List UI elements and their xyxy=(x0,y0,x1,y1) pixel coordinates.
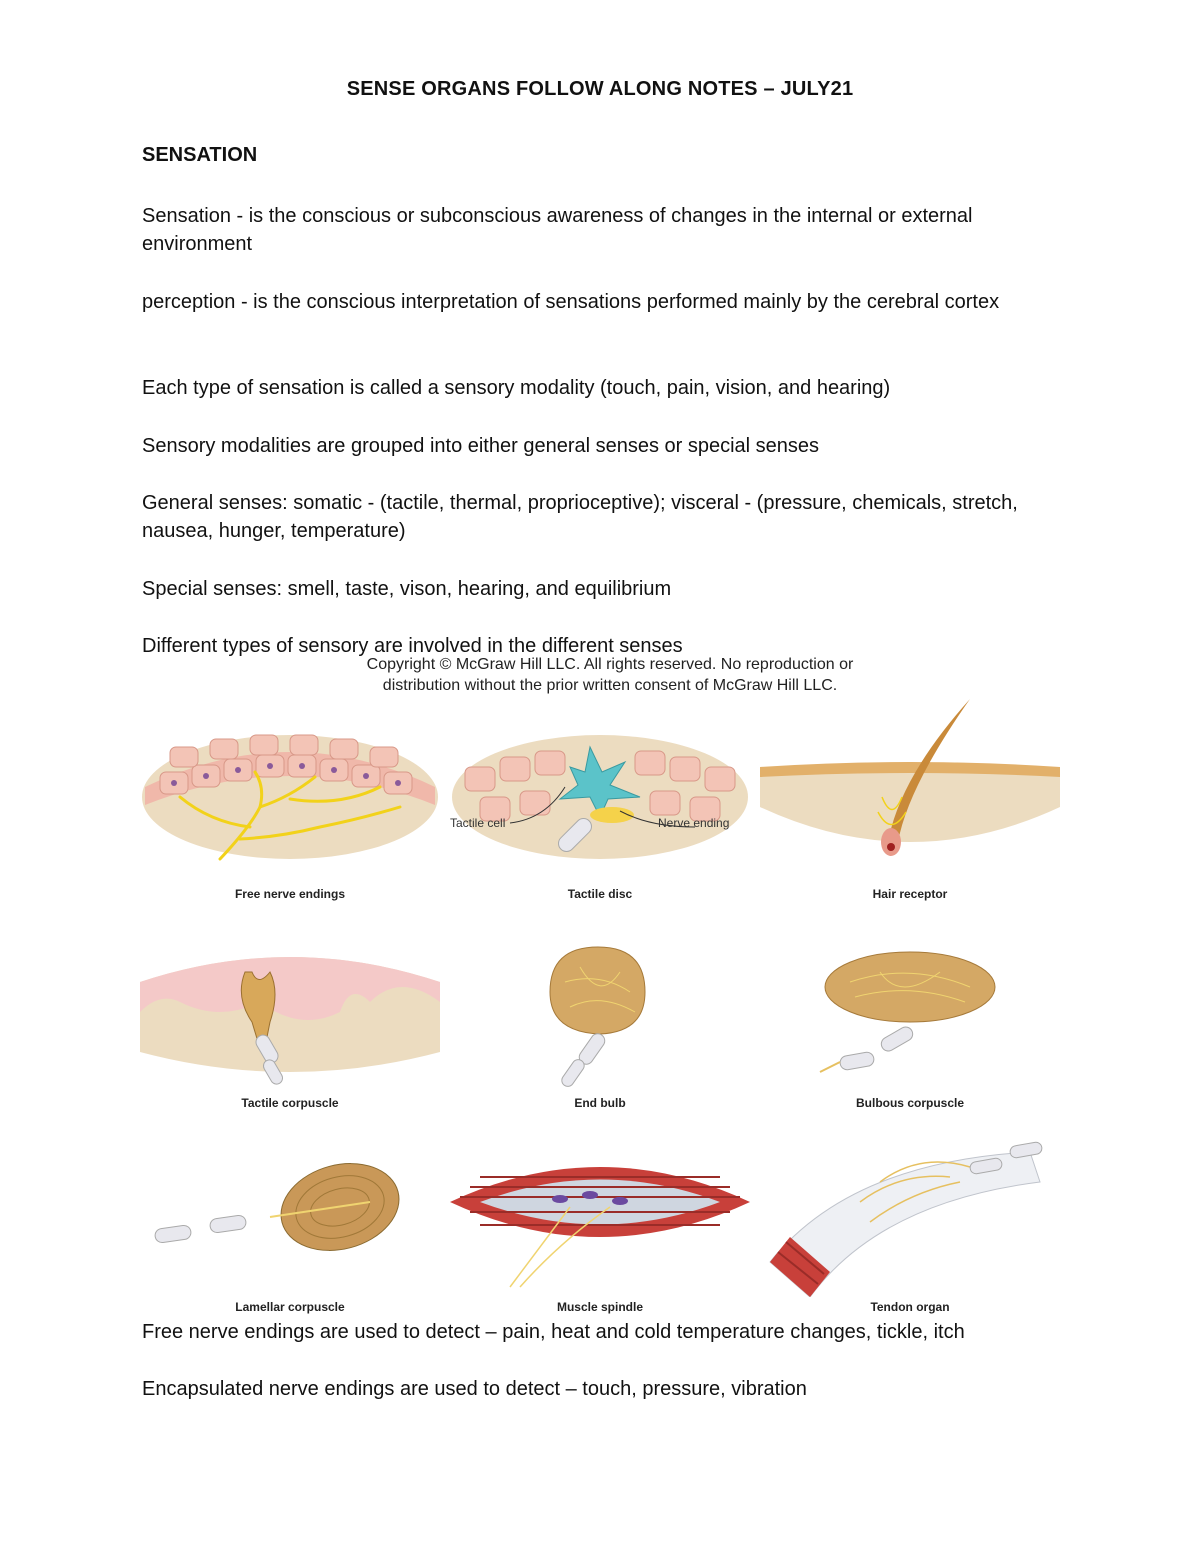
caption-tendon-organ: Tendon organ xyxy=(870,1300,950,1314)
section-heading: SENSATION xyxy=(142,144,258,166)
panel-bulbous-corpuscle xyxy=(760,942,1060,1092)
end-bulb-illustration xyxy=(450,942,750,1092)
panel-tactile-corpuscle xyxy=(140,942,440,1092)
receptor-figure xyxy=(140,652,1060,1322)
paragraph-special-senses: Special senses: smell, taste, vison, hearing, and equilibrium xyxy=(142,578,672,600)
caption-hair-receptor: Hair receptor xyxy=(872,887,948,901)
lamellar-corpuscle-illustration xyxy=(140,1147,440,1297)
panel-lamellar-corpuscle xyxy=(140,1147,440,1297)
paragraph-free-nerve-endings: Free nerve endings are used to detect – pain, heat and cold temperature changes, tickle, itch xyxy=(142,1321,965,1343)
panel-tendon-organ xyxy=(760,1122,1060,1297)
tendon-organ-illustration xyxy=(760,1122,1060,1297)
hair-receptor-illustration xyxy=(760,697,1060,862)
panel-tactile-disc xyxy=(450,727,750,862)
paragraph-general-senses: General senses: somatic - (tactile, thermal, proprioceptive); visceral - (pressure, chemicals, stretch, nausea, hunger, temperature) xyxy=(142,492,1018,542)
tactile-corpuscle-illustration xyxy=(140,942,440,1092)
panel-hair-receptor xyxy=(760,697,1060,862)
paragraph-perception: perception - is the conscious interpretation of sensations performed mainly by the cerebral cortex xyxy=(142,291,1000,313)
muscle-spindle-illustration xyxy=(450,1147,750,1297)
panel-muscle-spindle xyxy=(450,1147,750,1297)
paragraph-modality: Each type of sensation is called a sensory modality (touch, pain, vision, and hearing) xyxy=(142,377,891,399)
tactile-disc-illustration xyxy=(450,727,750,862)
callout-tactile-cell: Tactile cell xyxy=(450,816,506,830)
paragraph-sensory-types: Different types of sensory are involved in the different senses xyxy=(142,635,683,657)
caption-tactile-disc: Tactile disc xyxy=(567,887,633,901)
figure-copyright: Copyright © McGraw Hill LLC. All rights reserved. No reproduction or distribution without the prior written consent of McGraw Hill LLC. xyxy=(366,656,854,694)
document-title: SENSE ORGANS FOLLOW ALONG NOTES – JULY21 xyxy=(346,78,854,100)
paragraph-groups: Sensory modalities are grouped into either general senses or special senses xyxy=(142,435,820,457)
bulbous-corpuscle-illustration xyxy=(760,942,1060,1092)
panel-free-nerve-endings xyxy=(140,727,440,862)
caption-free-nerve-endings: Free nerve endings xyxy=(234,887,346,901)
paragraph-sensation: Sensation - is the conscious or subconscious awareness of changes in the internal or external environment xyxy=(142,205,973,255)
caption-bulbous-corpuscle: Bulbous corpuscle xyxy=(855,1096,965,1110)
free-nerve-endings-illustration xyxy=(140,727,440,862)
caption-tactile-corpuscle: Tactile corpuscle xyxy=(241,1096,339,1110)
callout-nerve-ending: Nerve ending xyxy=(658,816,730,830)
caption-muscle-spindle: Muscle spindle xyxy=(556,1300,644,1314)
caption-end-bulb: End bulb xyxy=(574,1096,626,1110)
paragraph-encapsulated-endings: Encapsulated nerve endings are used to detect – touch, pressure, vibration xyxy=(142,1378,807,1400)
panel-end-bulb xyxy=(450,942,750,1092)
caption-lamellar-corpuscle: Lamellar corpuscle xyxy=(235,1300,345,1314)
